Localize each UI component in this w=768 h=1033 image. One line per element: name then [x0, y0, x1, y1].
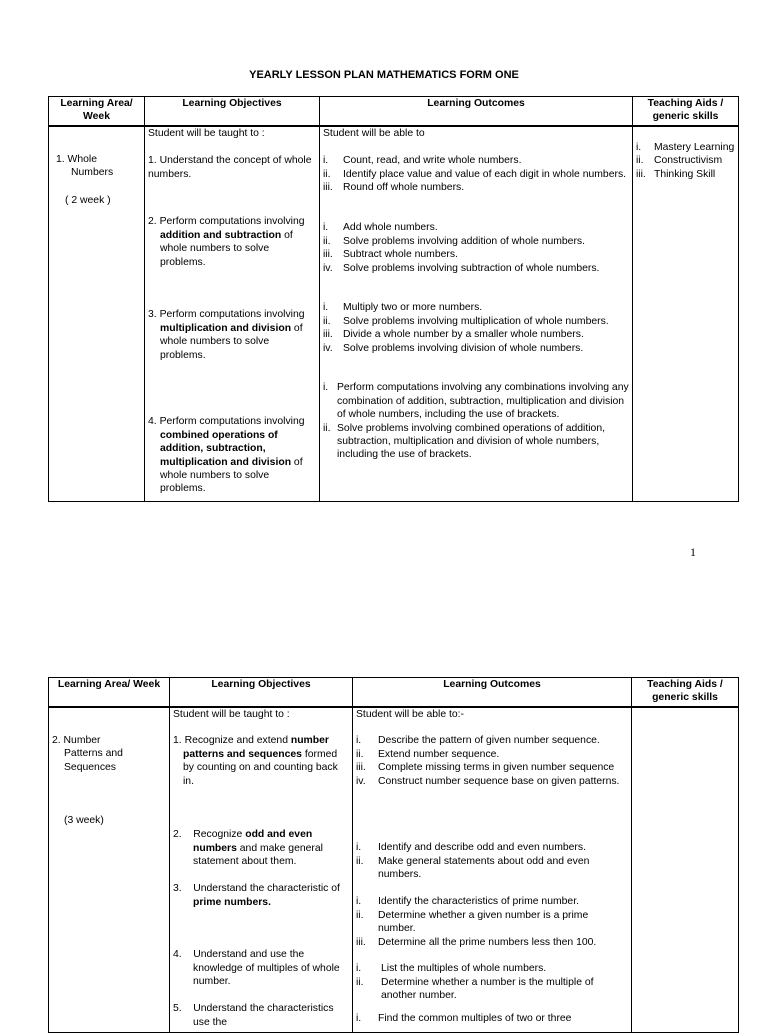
outcome-group	[323, 381, 629, 461]
objective-keyword: number patterns and sequences	[183, 735, 329, 760]
list-item: iv. Solve problems involving subtraction of whole numbers.	[323, 262, 600, 274]
objective-item: 2. Perform computations involving addition and subtraction of whole numbers to solve problems.	[148, 216, 305, 268]
objective-item: 1. Recognize and extend number patterns and sequences formed by counting on and counting back in.	[173, 735, 338, 787]
list-item: iii. Subtract whole numbers.	[323, 249, 458, 261]
list-item: iii. Round off whole numbers.	[323, 182, 465, 194]
list-item: i. Perform computations involving any combinations involving any combination of addition, subtraction, multiplication and division of whole numbers, including the use of brackets.	[323, 382, 629, 421]
header-learning-objectives: Learning Objectives	[170, 678, 353, 708]
list-item: ii. Solve problems involving multiplication of whole numbers.	[323, 315, 609, 327]
list-item: ii. Identify place value and value of each digit in whole numbers.	[323, 168, 627, 180]
list-item: iii. Thinking Skill	[636, 168, 716, 180]
learning-area-name-cont: Numbers	[71, 167, 114, 179]
outcomes-cell	[320, 126, 633, 501]
objectives-intro: Student will be taught to :	[173, 709, 290, 720]
page-number: 1	[690, 545, 696, 559]
teaching-aids-cell	[632, 707, 739, 1033]
list-item: ii. Constructivism	[636, 155, 723, 167]
teaching-aids-list	[636, 141, 735, 181]
outcome-group	[323, 301, 629, 381]
learning-area-name-cont: Patterns and	[64, 748, 123, 760]
page-title: YEARLY LESSON PLAN MATHEMATICS FORM ONE	[249, 69, 519, 81]
list-item: i. List the multiples of whole numbers.	[356, 963, 547, 975]
learning-area-cell	[49, 707, 170, 1033]
list-item: iii. Complete missing terms in given number sequence	[356, 762, 615, 774]
outcome-group	[356, 962, 628, 1012]
header-learning-area: Learning Area/ Week	[49, 97, 145, 127]
objective-keyword: odd and even numbers	[193, 829, 313, 854]
outcomes-intro: Student will be able to:-	[356, 709, 465, 720]
list-item: iii. Determine all the prime numbers less then 100.	[356, 936, 597, 948]
objectives-cell	[145, 126, 320, 501]
list-item: i. Add whole numbers.	[323, 222, 438, 234]
outcome-group	[323, 221, 629, 301]
list-item: ii. Determine whether a number is the multiple of another number.	[356, 976, 594, 1002]
list-item: iii. Divide a whole number by a smaller whole numbers.	[323, 329, 584, 341]
objectives-cell	[170, 707, 353, 1033]
outcome-group	[356, 841, 628, 895]
objective-item: 5. Understand the characteristics use the	[173, 1003, 334, 1028]
objective-text: Understand the concept of whole numbers.	[148, 155, 312, 180]
list-item: i. Multiply two or more numbers.	[323, 302, 483, 314]
objective-item: 4. Understand and use the knowledge of multiples of whole number.	[173, 949, 340, 988]
list-item: iv. Construct number sequence base on given patterns.	[356, 775, 620, 787]
list-item: ii. Solve problems involving addition of whole numbers.	[323, 235, 586, 247]
learning-area-week: ( 2 week )	[65, 194, 111, 206]
list-item: ii. Solve problems involving combined operations of addition, subtraction, multiplication and division of whole numbers, including the use of brackets.	[323, 422, 606, 461]
list-item: iv. Solve problems involving division of whole numbers.	[323, 342, 584, 354]
outcomes-intro: Student will be able to	[323, 128, 425, 139]
objectives-intro: Student will be taught to :	[148, 128, 265, 139]
objective-item: 3. Understand the characteristic of prime numbers.	[173, 883, 340, 908]
outcome-group	[323, 154, 629, 221]
objective-keyword: multiplication and division	[160, 322, 292, 334]
learning-area-name: 2. Number	[52, 735, 101, 746]
header-learning-outcomes: Learning Outcomes	[353, 678, 632, 708]
table-header-row	[49, 678, 739, 708]
learning-area-name: 1. Whole	[56, 154, 98, 165]
objective-item: 4. Perform computations involving combined operations of addition, subtraction, multiplication and division of whole numbers to solve problems.	[148, 416, 305, 495]
header-learning-objectives: Learning Objectives	[145, 97, 320, 127]
lesson-plan-table-2	[48, 677, 739, 1033]
header-teaching-aids: Teaching Aids / generic skills	[632, 678, 739, 708]
objective-keyword: addition and subtraction	[160, 229, 282, 241]
objective-item: 1. Understand the concept of whole numbers.	[148, 155, 312, 180]
outcome-group	[356, 734, 628, 841]
learning-area-cell	[49, 126, 145, 501]
list-item: i. Identify the characteristics of prime number.	[356, 896, 579, 908]
objective-item: 2. Recognize odd and even numbers and make general statement about them.	[173, 829, 323, 868]
objective-keyword: combined operations of addition, subtraction, multiplication and division	[160, 429, 292, 468]
list-item: ii. Determine whether a given number is a prime number.	[356, 909, 589, 935]
objective-keyword: prime numbers.	[193, 896, 271, 908]
learning-area-week: (3 week)	[64, 815, 104, 827]
list-item: i. Identify and describe odd and even numbers.	[356, 842, 586, 854]
teaching-aids-cell	[633, 126, 739, 501]
table-header-row	[49, 97, 739, 127]
list-item: i. Mastery Learning	[636, 142, 735, 153]
list-item: i. Find the common multiples of two or three	[356, 1013, 572, 1025]
outcomes-cell	[353, 707, 632, 1033]
header-learning-outcomes: Learning Outcomes	[320, 97, 633, 127]
list-item: i. Describe the pattern of given number sequence.	[356, 735, 600, 747]
outcome-group	[356, 895, 628, 962]
lesson-plan-table-1	[48, 96, 739, 502]
table-row	[49, 707, 739, 1033]
objective-item: 3. Perform computations involving multiplication and division of whole numbers to solve problems.	[148, 309, 305, 361]
learning-area-name-cont: Sequences	[64, 761, 116, 773]
table-row	[49, 126, 739, 501]
list-item: ii. Extend number sequence.	[356, 748, 500, 760]
list-item: ii. Make general statements about odd and even numbers.	[356, 855, 590, 881]
header-teaching-aids: Teaching Aids / generic skills	[633, 97, 739, 127]
list-item: i. Count, read, and write whole numbers.	[323, 155, 522, 167]
header-learning-area: Learning Area/ Week	[49, 678, 170, 708]
